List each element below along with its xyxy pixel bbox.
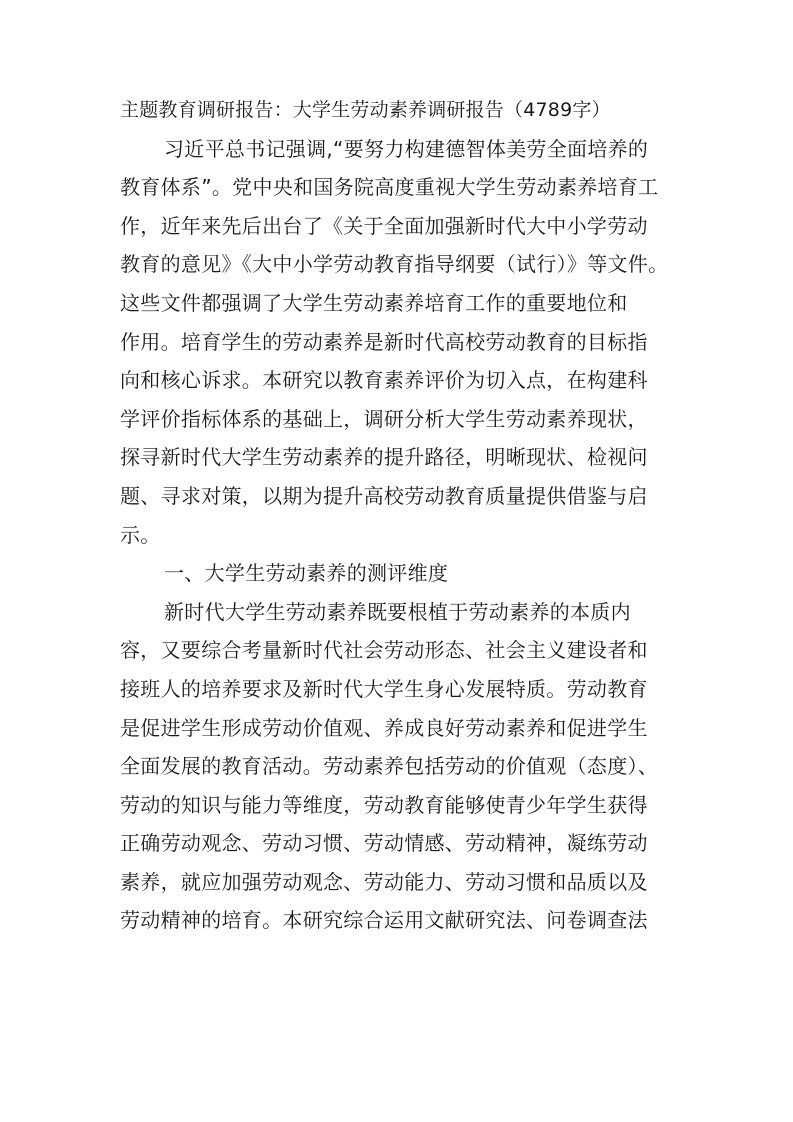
paragraph-line: 作，近年来先后出台了《关于全面加强新时代大中小学劳动 xyxy=(120,213,648,238)
paragraph-line: 习近平总书记强调,“要努力构建德智体美劳全面培养的 xyxy=(164,136,649,161)
paragraph-line: 向和核心诉求。本研究以教育素养评价为切入点，在构建科 xyxy=(120,368,648,393)
paragraph-line: 劳动的知识与能力等维度，劳动教育能够使青少年学生获得 xyxy=(120,792,648,817)
paragraph-line: 作用。培育学生的劳动素养是新时代高校劳动教育的目标指 xyxy=(120,329,648,354)
paragraph-line: 全面发展的教育活动。劳动素养包括劳动的价值观（态度）、 xyxy=(120,754,659,779)
paragraph-line: 接班人的培养要求及新时代大学生身心发展特质。劳动教育 xyxy=(120,676,648,701)
paragraph-line: 是促进学生形成劳动价值观、养成良好劳动素养和促进学生 xyxy=(120,715,648,740)
paragraph-line: 题、寻求对策，以期为提升高校劳动教育质量提供借鉴与启 xyxy=(120,483,648,508)
paragraph-intro xyxy=(120,130,680,555)
paragraph-line: 新时代大学生劳动素养既要根植于劳动素养的本质内 xyxy=(164,599,631,624)
paragraph-line: 这些文件都强调了大学生劳动素养培育工作的重要地位和 xyxy=(120,290,628,315)
document-title: 主题教育调研报告：大学生劳动素养调研报告（4789字） xyxy=(120,99,611,121)
document-body xyxy=(120,91,680,940)
paragraph-line: 素养，就应加强劳动观念、劳动能力、劳动习惯和品质以及 xyxy=(120,869,648,894)
paragraph-line: 探寻新时代大学生劳动素养的提升路径，明晰现状、检视问 xyxy=(120,445,648,470)
section-heading: 一、大学生劳动素养的测评维度 xyxy=(164,561,449,586)
paragraph-line: 正确劳动观念、劳动习惯、劳动情感、劳动精神，凝练劳动 xyxy=(120,831,648,856)
paragraph-line: 教育体系”。党中央和国务院高度重视大学生劳动素养培育工 xyxy=(120,175,659,200)
paragraph-line: 容，又要综合考量新时代社会劳动形态、社会主义建设者和 xyxy=(120,638,648,663)
paragraph-dimensions xyxy=(120,593,680,940)
paragraph-line: 学评价指标体系的基础上，调研分析大学生劳动素养现状， xyxy=(120,406,648,431)
paragraph-line: 劳动精神的培育。本研究综合运用文献研究法、问卷调查法 xyxy=(120,908,648,933)
paragraph-line: 教育的意见》《大中小学劳动教育指导纲要（试行）》等文件。 xyxy=(120,252,669,277)
paragraph-line: 示。 xyxy=(120,522,161,547)
